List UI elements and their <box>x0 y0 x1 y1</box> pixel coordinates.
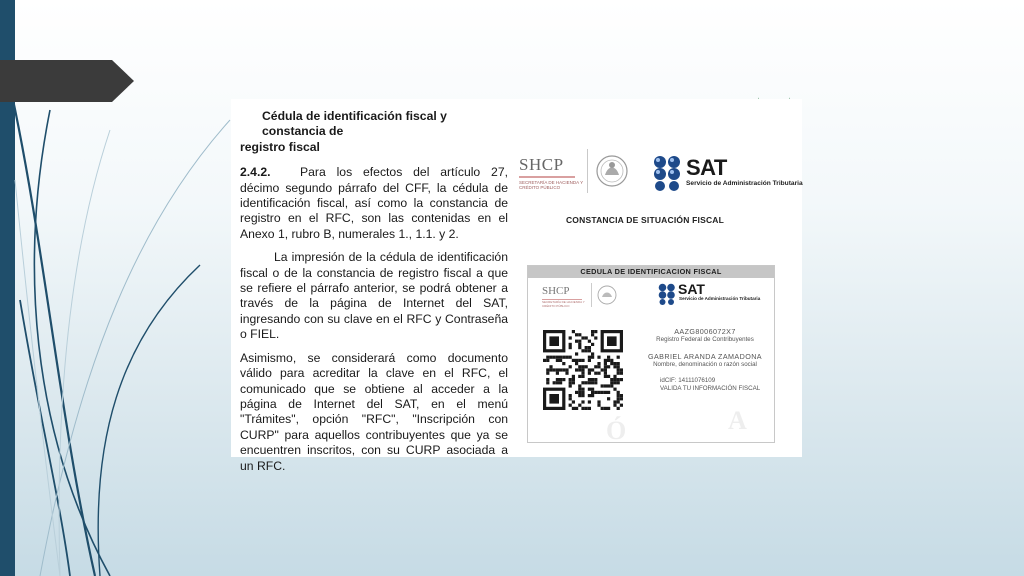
rfc-label: Registro Federal de Contribuyentes <box>656 336 754 343</box>
national-seal-icon <box>595 151 629 191</box>
sat-logo <box>653 155 803 191</box>
taxpayer-name-label: Nombre, denominación o razón social <box>653 361 757 368</box>
cedula-sat-dots-icon <box>658 283 676 305</box>
cedula-header: CEDULA DE IDENTIFICACION FISCAL <box>528 266 774 278</box>
paragraph-2-text: La impresión de la cédula de identificación fiscal o de la constancia de registro fiscal a que se refiere el párrafo anterior, se podrá obtener a través de la página de Internet del SAT, ingresando con su clave en el RFC y Contraseña o FIEL. <box>240 250 508 342</box>
sat-wordmark: SAT <box>686 155 727 180</box>
sat-subtitle: Servicio de Administración Tributaria <box>686 180 803 187</box>
cedula-shcp-subtitle: SECRETARÍA DE HACIENDA Y CRÉDITO PÚBLICO <box>542 300 585 308</box>
shcp-wordmark: SHCP <box>519 155 564 174</box>
title-arrow-tab <box>0 60 134 102</box>
sat-dots-icon <box>653 155 683 191</box>
cedula-sat-subtitle: Servicio de Administración Tributaria <box>679 296 761 301</box>
document-image <box>231 99 803 473</box>
constancia-title: CONSTANCIA DE SITUACIÓN FISCAL <box>565 215 725 225</box>
idcif-value: idCIF: 14111076109 <box>660 377 716 384</box>
cedula-card <box>527 265 775 443</box>
rfc-value: AAZG8006072X7 <box>674 327 736 336</box>
cedula-logos <box>542 283 772 307</box>
shcp-subtitle: SECRETARÍA DE HACIENDA Y CRÉDITO PÚBLICO <box>519 180 584 190</box>
qr-code <box>543 330 623 410</box>
header-logos <box>519 149 803 197</box>
paragraph-3: Asimismo, se considerará como documento válido para acreditar la clave en el RFC, el comunicado que se obtiene al acceder a la página de Internet del SAT, en el menú "Trámites", opción "RFC", "Inscripción con CURP" para aquellos contribuyentes que ya se encuentren inscritos, con su CURP asociada a un RFC. <box>240 350 508 473</box>
taxpayer-info <box>640 327 770 393</box>
logo-divider <box>587 149 588 193</box>
watermark-fragment: A <box>728 406 747 435</box>
regulation-text <box>240 109 508 482</box>
article-number: 2.4.2. <box>240 165 271 180</box>
watermark-fragment: Ó <box>606 416 627 443</box>
title-line-2: registro fiscal <box>240 139 320 154</box>
paragraph-1 <box>240 165 508 242</box>
taxpayer-name: GABRIEL ARANDA ZAMADONA <box>648 352 762 361</box>
cedula-seal-icon <box>596 283 618 307</box>
title-line-1: Cédula de identificación fiscal y constancia de <box>262 109 447 139</box>
cedula-sat-wordmark: SAT <box>678 281 705 297</box>
cedula-sat-logo <box>658 283 775 307</box>
paragraph-1-text: Para los efectos del artículo 27, décimo segundo párrafo del CFF, la cédula de identificación fiscal, así como la constancia de registro en el RFC, son las contenidas en el Anexo 1, rubro B, numerales 1., 1.1. y 2. <box>240 165 508 241</box>
shcp-logo <box>519 155 589 190</box>
validate-info-label: VALIDA TU INFORMACIÓN FISCAL <box>660 385 761 392</box>
document-title <box>240 109 508 155</box>
paragraph-2 <box>240 250 508 342</box>
cedula-shcp-wordmark: SHCP <box>542 285 570 297</box>
